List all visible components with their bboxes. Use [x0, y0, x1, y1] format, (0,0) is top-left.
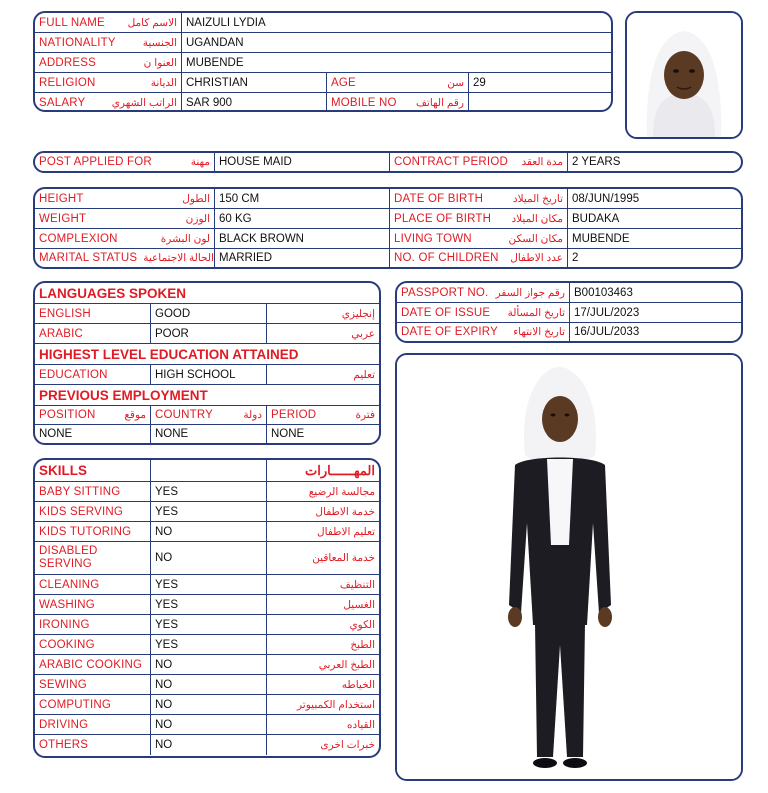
marital-status-value: MARRIED	[215, 249, 390, 267]
skill-row	[35, 542, 379, 575]
physical-info-box	[33, 187, 743, 269]
skill-row	[35, 575, 379, 595]
education-ar: تعليم	[353, 368, 375, 381]
date-of-issue-value: 17/JUL/2023	[574, 306, 640, 319]
skill-value: YES	[151, 615, 267, 634]
place-of-birth-value: BUDAKA	[572, 212, 620, 225]
religion-value: CHRISTIAN	[182, 73, 327, 92]
skill-row	[35, 595, 379, 615]
passport-box	[395, 281, 743, 343]
skill-ar: خبرات اخرى	[320, 739, 375, 751]
skill-value: NO	[151, 715, 267, 734]
post-box	[33, 151, 743, 173]
mobile-label: MOBILE NO رقم الهاتف	[327, 93, 469, 112]
skill-ar: الغسيل	[343, 598, 375, 611]
skill-value: YES	[151, 482, 267, 501]
position-value: NONE	[35, 425, 151, 443]
passport-number-label: PASSPORT NO. رقم جواز السفر	[397, 283, 570, 302]
marital-status-label: MARITAL STATUS الحالة الاجتماعية	[35, 249, 215, 267]
full-body-photo	[395, 353, 743, 781]
skill-label: DISABLED SERVING	[35, 542, 151, 574]
skill-label: COMPUTING	[35, 695, 151, 714]
date-of-issue-label: DATE OF ISSUE تاريخ المسألة	[397, 303, 570, 322]
nationality-value: UGANDAN	[186, 36, 244, 49]
age-label: AGE سن	[327, 73, 469, 92]
address-value: MUBENDE	[186, 56, 244, 69]
personal-info-box	[33, 11, 613, 112]
skill-ar: الكوي	[349, 618, 375, 631]
full-name-value: NAIZULI LYDIA	[186, 16, 266, 29]
skill-row	[35, 655, 379, 675]
height-label: HEIGHT الطول	[35, 189, 215, 208]
portrait-photo	[625, 11, 743, 139]
post-applied-value: HOUSE MAID	[215, 153, 390, 171]
skill-value: YES	[151, 575, 267, 594]
skill-ar: التنظيف	[339, 578, 375, 591]
date-of-expiry-label: DATE OF EXPIRY تاريخ الانتهاء	[397, 323, 570, 341]
skill-value: NO	[151, 522, 267, 541]
skill-ar: الخياطه	[341, 678, 375, 691]
children-label: NO. OF CHILDREN عدد الاطفال	[390, 249, 568, 267]
english-value: GOOD	[151, 304, 267, 323]
languages-title: LANGUAGES SPOKEN	[39, 285, 187, 301]
skill-label: COOKING	[35, 635, 151, 654]
salary-value: SAR 900	[182, 93, 327, 112]
english-label: ENGLISH	[35, 304, 151, 323]
living-town-label: LIVING TOWN مكان السكن	[390, 229, 568, 248]
weight-value: 60 KG	[215, 209, 390, 228]
skill-ar: القياده	[347, 718, 375, 731]
skill-ar: تعليم الاطفال	[317, 525, 375, 538]
languages-box	[33, 281, 381, 445]
skill-row	[35, 635, 379, 655]
age-value: 29	[473, 76, 486, 89]
arabic-label: ARABIC	[35, 324, 151, 343]
education-label: EDUCATION	[35, 365, 151, 384]
mobile-value	[469, 93, 611, 112]
skill-ar: استخدام الكمبيوتر	[297, 698, 375, 711]
skills-header-row	[35, 460, 379, 482]
weight-label: WEIGHT الوزن	[35, 209, 215, 228]
skill-ar: الطبخ العربي	[318, 658, 375, 671]
full-body-image	[397, 355, 741, 779]
contract-period-label: CONTRACT PERIOD مدة العقد	[390, 153, 568, 171]
skills-header-blank	[151, 460, 267, 481]
skill-label: KIDS TUTORING	[35, 522, 151, 541]
skill-value: NO	[151, 735, 267, 755]
complexion-value: BLACK BROWN	[215, 229, 390, 248]
skill-value: NO	[151, 542, 267, 574]
skill-row	[35, 695, 379, 715]
skill-label: CLEANING	[35, 575, 151, 594]
employment-title: PREVIOUS EMPLOYMENT	[39, 387, 208, 403]
period-label: PERIOD فترة	[271, 409, 375, 421]
skill-ar: الطبخ	[350, 638, 375, 651]
skill-ar: خدمة الاطفال	[315, 505, 375, 518]
skill-value: NO	[151, 695, 267, 714]
skill-ar: مجالسة الرضيع	[308, 485, 375, 498]
height-value: 150 CM	[215, 189, 390, 208]
skill-label: WASHING	[35, 595, 151, 614]
address-label: ADDRESS العنوا ن	[35, 53, 182, 72]
country-value: NONE	[151, 425, 267, 443]
english-ar: إنجليزي	[341, 307, 375, 320]
place-of-birth-label: PLACE OF BIRTH مكان الميلاد	[390, 209, 568, 228]
country-label: COUNTRY دولة	[151, 406, 267, 424]
skill-row	[35, 715, 379, 735]
skill-row	[35, 615, 379, 635]
skills-box	[33, 458, 381, 758]
skill-label: ARABIC COOKING	[35, 655, 151, 674]
skill-label: SEWING	[35, 675, 151, 694]
skill-label: OTHERS	[35, 735, 151, 755]
skill-ar: خدمة المعاقين	[312, 552, 375, 564]
period-value: NONE	[271, 428, 305, 440]
skills-title: SKILLS	[35, 460, 151, 481]
date-of-expiry-value: 16/JUL/2033	[574, 326, 640, 338]
dob-value: 08/JUN/1995	[572, 192, 640, 205]
skills-title-ar: المهــــــارات	[304, 462, 375, 478]
skill-label: DRIVING	[35, 715, 151, 734]
nationality-label: NATIONALITY الجنسية	[35, 33, 182, 52]
passport-number-value: B00103463	[574, 286, 633, 299]
skill-row	[35, 482, 379, 502]
skill-value: YES	[151, 502, 267, 521]
children-value: 2	[572, 252, 579, 264]
portrait-image	[627, 13, 741, 137]
skill-value: YES	[151, 635, 267, 654]
salary-label: SALARY الراتب الشهري	[35, 93, 182, 112]
skill-row	[35, 675, 379, 695]
skill-label: KIDS SERVING	[35, 502, 151, 521]
arabic-value: POOR	[151, 324, 267, 343]
religion-label: RELIGION الديانة	[35, 73, 182, 92]
skill-row	[35, 502, 379, 522]
skill-value: NO	[151, 655, 267, 674]
skill-row	[35, 735, 379, 755]
skill-label: IRONING	[35, 615, 151, 634]
living-town-value: MUBENDE	[572, 232, 630, 245]
position-label: POSITION موقع	[35, 406, 151, 424]
education-value: HIGH SCHOOL	[151, 365, 267, 384]
post-applied-label: POST APPLIED FOR مهنة	[35, 153, 215, 171]
skills-list	[35, 482, 379, 755]
skill-label: BABY SITTING	[35, 482, 151, 501]
skill-row	[35, 522, 379, 542]
contract-period-value: 2 YEARS	[572, 156, 621, 168]
education-title: HIGHEST LEVEL EDUCATION ATTAINED	[39, 346, 299, 362]
complexion-label: COMPLEXION لون البشرة	[35, 229, 215, 248]
skill-value: YES	[151, 595, 267, 614]
arabic-ar: عربي	[351, 327, 375, 340]
dob-label: DATE OF BIRTH تاريخ الميلاد	[390, 189, 568, 208]
skill-value: NO	[151, 675, 267, 694]
full-name-label: FULL NAME الاسم كامل	[35, 13, 182, 32]
